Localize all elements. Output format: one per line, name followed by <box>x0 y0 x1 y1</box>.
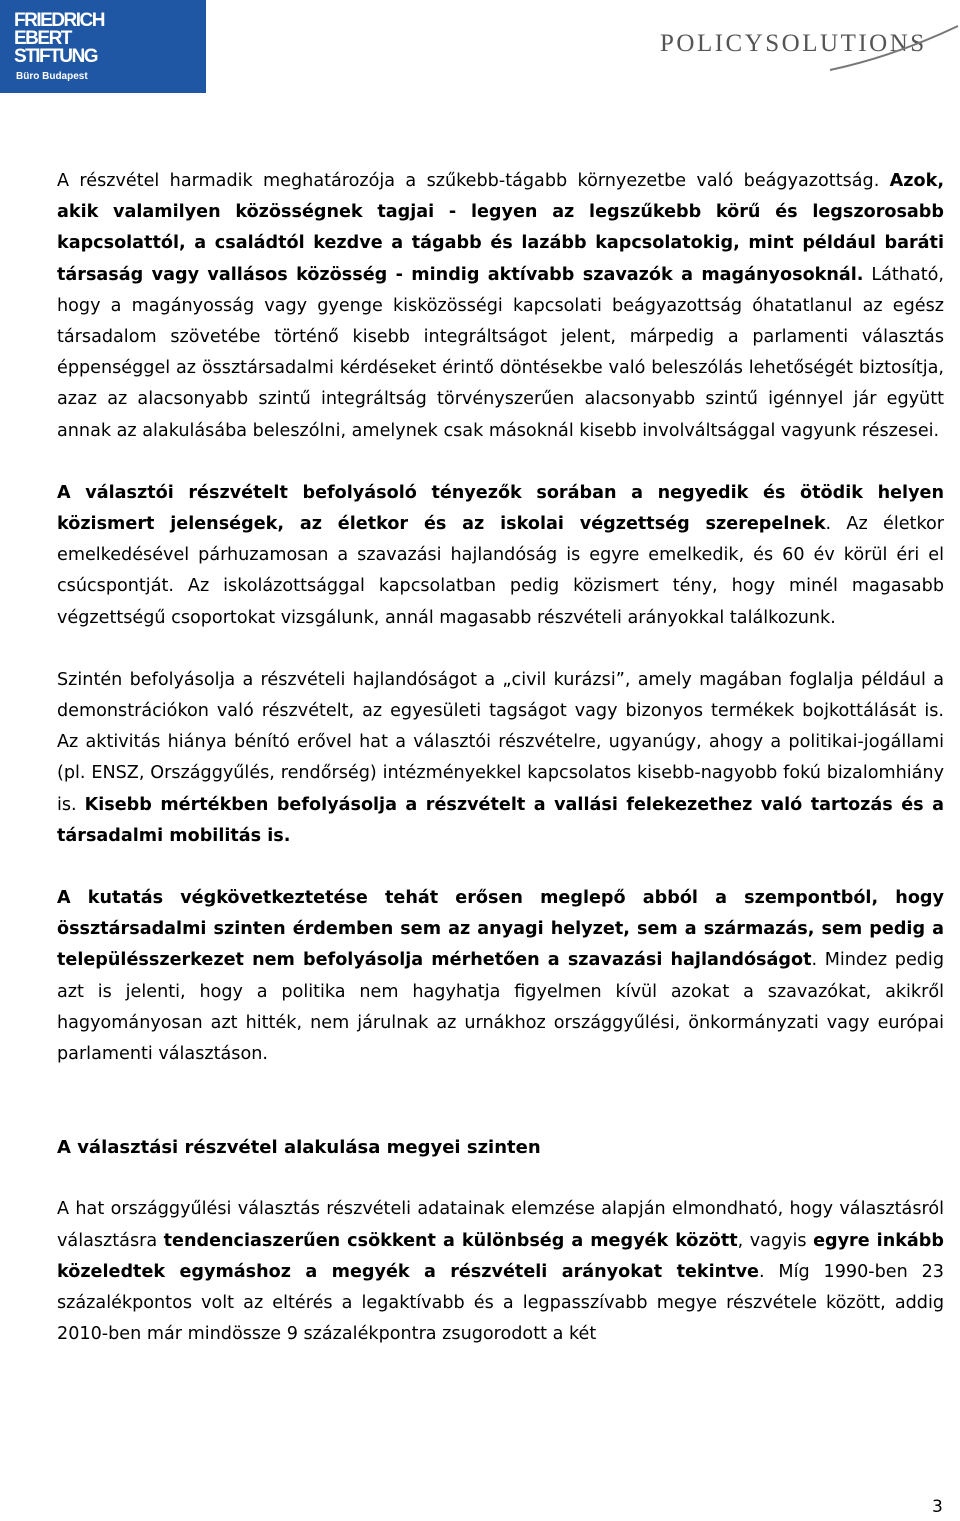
paragraph-1-bold-1: Azok, akik valamilyen közösségnek tagjai - legyen az legszűkebb körű és legszorosabb kapcsolattól, a családtól kezdve a tágabb és lazább kapcsolatokig, mint például baráti társaság vagy vallásos közösség - mindig aktívabb szavazók a magányosoknál. <box>57 171 944 285</box>
main-content <box>57 166 944 1382</box>
paragraph-3 <box>57 665 944 852</box>
paragraph-5-text-1: A hat országgyűlési választás részvételi adatainak elemzése alapján elmondható, hogy választásról választásra <box>57 1199 944 1251</box>
paragraph-1 <box>57 166 944 447</box>
paragraph-4-bold-1: A kutatás végkövetkeztetése tehát erősen meglepő abból a szempontból, hogy össztársadalmi szinten érdemben sem az anyagi helyzet, sem a származás, sem pedig a településszerkezet nem befolyásolja mérhetően a szavazási hajlandóságot <box>57 888 944 971</box>
paragraph-1-text-1: A részvétel harmadik meghatározója a szűkebb-tágabb környezetbe való beágyazottság. <box>57 171 890 191</box>
paragraph-3-text-1: Szintén befolyásolja a részvételi hajlandóságot a „civil kurázsi”, amely magában foglalja például a demonstrációkon való részvételt, az egyesületi tagságot vagy bizonyos termékek bojkottálását is. Az aktivitás hiánya bénító erővel hat a választói részvételre, ugyanúgy, ahogy a politikai-jogállami (pl. ENSZ, Országgyűlés, rendőrség) intézményekkel kapcsolatos kisebb-nagyobb fokú bizalomhiány is. <box>57 669 944 815</box>
paragraph-1-text-2: Látható, hogy a magányosság vagy gyenge kisközösségi kapcsolati beágyazottság óhatatlanul az egész társadalom szövetébe történő kisebb integráltságot jelent, márpedig a parlamenti választás éppenséggel az össztársadalmi kérdéseket érintő döntésekbe való beleszólás lehetőségét biztosítja, azaz az alacsonyabb szintű integráltság törvényszerűen alacsonyabb szintű igénnyel jár együtt annak az alakulásába beleszólni, amelynek csak másoknál kisebb involváltsággal vagyunk részesei. <box>57 264 944 441</box>
swoosh-icon <box>660 22 960 92</box>
paragraph-2-text-1: . Az életkor emelkedésével párhuzamosan a szavazási hajlandóság is egyre emelkedik, és 60 év körül éri el csúcspontját. Az iskolázottsággal kapcsolatban pedig közismert tény, hogy minél magasabb végzettségű csoportokat vizsgálunk, annál magasabb részvételi arányokkal találkozunk. <box>57 514 945 628</box>
page-number: 3 <box>932 1497 943 1517</box>
paragraph-5-bold-2: egyre inkább közeledtek egymáshoz a megyék a részvételi arányokat tekintve <box>57 1230 944 1282</box>
policysolutions-logo <box>660 22 960 92</box>
paragraph-5-text-2: , vagyis <box>737 1230 814 1251</box>
fes-logo-line3: STIFTUNG <box>14 46 97 67</box>
fes-logo <box>0 0 206 93</box>
fes-logo-line2: EBERT <box>14 28 71 49</box>
fes-logo-line1: FRIEDRICH <box>14 10 104 31</box>
section-heading: A választási részvétel alakulása megyei szinten <box>57 1137 541 1159</box>
paragraph-3-bold-1: Kisebb mértékben befolyásolja a részvételt a vallási felekezethez való tartozás és a társadalmi mobilitás is. <box>57 794 944 846</box>
paragraph-4-text-1: . Mindez pedig azt is jelenti, hogy a politika nem hagyhatja figyelmen kívül azokat a szavazókat, akikről hagyományosan azt hitték, nem járulnak az urnákhoz országgyűlési, önkormányzati vagy európai parlamenti választáson. <box>57 950 944 1065</box>
paragraph-5-text-3: . Míg 1990-ben 23 százalékpontos volt az eltérés a legaktívabb és a legpasszívabb megye részvétele között, addig 2010-ben már mindössze 9 százalékpontra zsugorodott a két <box>57 1261 944 1345</box>
policysolutions-logo-text: POLICYSOLUTIONS <box>660 30 927 57</box>
paragraph-5-bold-1: tendenciaszerűen csökkent a különbség a megyék között <box>163 1230 738 1251</box>
spacer <box>57 1101 944 1132</box>
paragraph-2-bold-1: A választói részvételt befolyásoló tényezők sorában a negyedik és ötödik helyen közismert jelenségek, az életkor és az iskolai végzettség szerepelnek <box>57 482 944 535</box>
paragraph-4 <box>57 883 944 1070</box>
paragraph-2 <box>57 478 944 634</box>
fes-logo-subtitle: Büro Budapest <box>16 71 88 82</box>
paragraph-5 <box>57 1194 944 1350</box>
